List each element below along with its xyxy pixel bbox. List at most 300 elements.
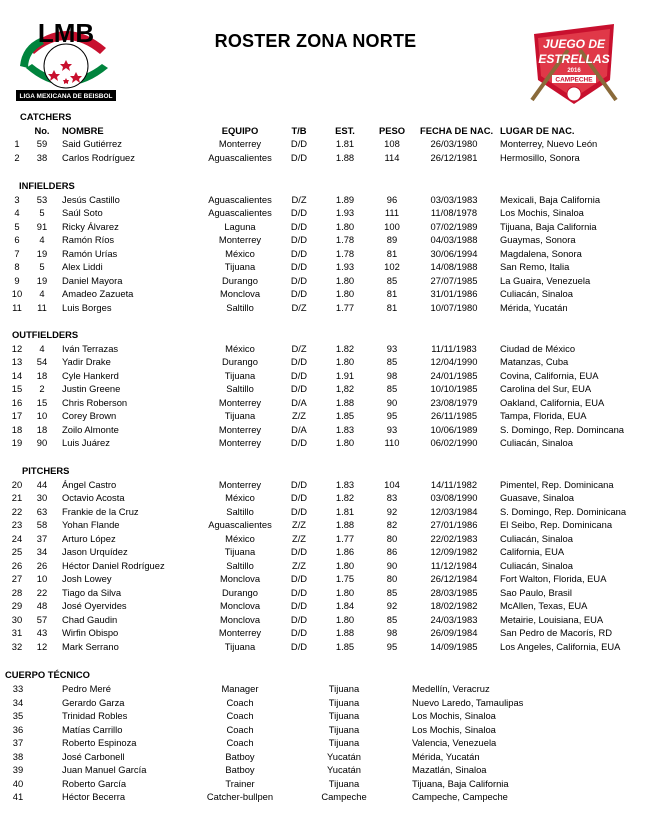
team-name: Monterrey: [218, 627, 262, 638]
staff-name: Roberto Espinoza: [62, 737, 137, 748]
jersey-number: 30: [36, 492, 48, 503]
birth-date: 14/11/1982: [430, 478, 478, 490]
row-index: 12: [11, 342, 23, 354]
staff-role: Coach: [226, 710, 254, 721]
throws-bats: D/D: [290, 546, 308, 557]
staff-name: Héctor Becerra: [62, 791, 126, 802]
birth-date: 26/03/1980: [430, 138, 478, 149]
birth-date: 28/03/1985: [430, 586, 478, 598]
weight: 111: [384, 207, 400, 218]
section-title: OUTFIELDERS: [12, 329, 79, 340]
birth-place: Campeche, Campeche: [412, 791, 508, 802]
height: 1.85: [335, 640, 355, 652]
birth-place: Los Angeles, California, EUA: [500, 640, 621, 652]
row-index: 26: [11, 559, 23, 571]
birth-date: 12/04/1990: [430, 356, 478, 367]
jersey-number: 26: [36, 559, 48, 571]
player-name: Corey Brown: [62, 410, 117, 421]
team-name: Monclova: [219, 600, 261, 611]
row-index: 3: [14, 193, 20, 205]
table-row: [0, 505, 645, 518]
height: 1.80: [335, 288, 355, 299]
row-index: 16: [11, 396, 23, 408]
throws-bats: D/D: [290, 586, 308, 598]
row-index: 2: [14, 151, 20, 163]
weight: 90: [386, 396, 398, 408]
jersey-number: 59: [36, 138, 48, 149]
staff-row: [0, 723, 645, 736]
table-row: [0, 151, 645, 164]
jersey-number: 22: [36, 586, 48, 598]
weight: 93: [386, 423, 398, 435]
row-index: 8: [14, 261, 20, 272]
throws-bats: D/D: [290, 247, 308, 259]
throws-bats: D/D: [290, 505, 308, 517]
player-name: Yohan Flande: [62, 519, 120, 530]
throws-bats: D/D: [290, 437, 308, 448]
weight: 95: [386, 410, 398, 421]
birth-place: Carolina del Sur, EUA: [500, 383, 592, 394]
table-row: [0, 355, 645, 368]
weight: 96: [386, 193, 398, 205]
birth-place: Fort Walton, Florida, EUA: [500, 573, 607, 584]
player-name: Yadir Drake: [62, 356, 111, 367]
team-name: México: [225, 532, 255, 544]
row-index: 32: [11, 640, 23, 652]
jersey-number: 4: [39, 234, 45, 245]
row-index: 37: [12, 737, 24, 748]
row-index: 31: [11, 627, 23, 638]
height: 1,82: [335, 383, 355, 394]
team-name: México: [225, 492, 255, 503]
height: 1.84: [335, 600, 355, 611]
row-index: 33: [12, 683, 24, 694]
all-star-game-logo: [528, 20, 620, 108]
birth-place: Los Mochis, Sinaloa: [412, 710, 496, 721]
birth-place: Culiacán, Sinaloa: [500, 288, 573, 299]
team-name: Durango: [222, 274, 258, 286]
jersey-number: 63: [36, 505, 48, 517]
birth-date: 27/07/1985: [430, 274, 478, 286]
player-name: Zoilo Almonte: [62, 423, 119, 435]
throws-bats: D/D: [290, 288, 308, 299]
staff-name: Pedro Meré: [62, 683, 111, 694]
throws-bats: D/D: [290, 369, 308, 381]
weight: 114: [384, 151, 400, 163]
row-index: 30: [11, 613, 23, 625]
row-index: 39: [12, 764, 24, 775]
table-row: [0, 586, 645, 599]
throws-bats: D/Z: [291, 301, 307, 313]
birth-place: Tijuana, Baja California: [500, 220, 597, 232]
column-header-peso: PESO: [378, 124, 406, 136]
staff-row: [0, 736, 645, 749]
birth-place: McAllen, Texas, EUA: [500, 600, 588, 611]
row-index: 19: [11, 437, 23, 448]
birth-place: Tampa, Florida, EUA: [500, 410, 587, 421]
row-index: 29: [11, 600, 23, 611]
weight: 83: [386, 492, 398, 503]
table-row: [0, 396, 645, 409]
staff-role: Manager: [221, 683, 259, 694]
birth-date: 24/03/1983: [430, 613, 478, 625]
table-row: [0, 301, 645, 314]
birth-date: 10/10/1985: [430, 383, 478, 394]
staff-row: [0, 763, 645, 776]
birth-place: Los Mochis, Sinaloa: [500, 207, 584, 218]
throws-bats: D/D: [290, 478, 308, 490]
weight: 85: [386, 274, 398, 286]
player-name: Said Gutiérrez: [62, 138, 122, 149]
table-row: [0, 559, 645, 572]
height: 1.93: [335, 207, 355, 218]
birth-date: 14/08/1988: [430, 261, 478, 272]
team-name: México: [225, 247, 255, 259]
table-row: [0, 409, 645, 422]
all-star-line-2: ESTRELLAS: [538, 52, 610, 66]
weight: 81: [386, 247, 398, 259]
player-name: Frankie de la Cruz: [62, 505, 139, 517]
staff-name: Roberto García: [62, 777, 127, 789]
jersey-number: 18: [36, 423, 48, 435]
all-star-line-1: JUEGO DE: [542, 37, 606, 51]
team-name: Monclova: [219, 573, 261, 584]
section-title: CUERPO TÉCNICO: [5, 669, 90, 680]
column-header-name: NOMBRE: [62, 124, 104, 136]
jersey-number: 2: [39, 383, 45, 394]
height: 1.91: [335, 369, 355, 381]
section-title: PITCHERS: [22, 465, 70, 476]
row-index: 27: [11, 573, 23, 584]
team-name: Aguascalientes: [208, 207, 272, 218]
staff-team-city: Tijuana: [328, 737, 360, 748]
jersey-number: 91: [36, 220, 48, 232]
table-row: [0, 287, 645, 300]
row-index: 18: [11, 423, 23, 435]
player-name: Jesús Castillo: [62, 193, 120, 205]
jersey-number: 19: [36, 247, 48, 259]
row-index: 7: [14, 247, 20, 259]
birth-place: Medellín, Veracruz: [412, 683, 490, 694]
throws-bats: D/Z: [291, 193, 307, 205]
height: 1.85: [335, 410, 355, 421]
weight: 102: [384, 261, 400, 272]
height: 1.80: [335, 274, 355, 286]
birth-date: 30/06/1994: [430, 247, 478, 259]
player-name: Josh Lowey: [62, 573, 112, 584]
staff-team-city: Tijuana: [328, 777, 360, 789]
table-row: [0, 640, 645, 653]
table-row: [0, 193, 645, 206]
throws-bats: D/D: [290, 492, 308, 503]
table-row: [0, 233, 645, 246]
height: 1.80: [335, 586, 355, 598]
player-name: Chad Gaudin: [62, 613, 118, 625]
staff-role: Coach: [226, 723, 254, 735]
table-row: [0, 491, 645, 504]
player-name: Carlos Rodríguez: [62, 151, 135, 163]
weight: 81: [386, 288, 398, 299]
birth-place: Metairie, Louisiana, EUA: [500, 613, 604, 625]
lmb-logo-caption: LIGA MEXICANA DE BEISBOL: [19, 93, 113, 100]
throws-bats: D/D: [290, 356, 308, 367]
weight: 108: [384, 138, 400, 149]
team-name: Tijuana: [224, 369, 256, 381]
staff-row: [0, 750, 645, 763]
height: 1.78: [335, 247, 355, 259]
staff-team-city: Campeche: [321, 791, 367, 802]
height: 1.93: [335, 261, 355, 272]
jersey-number: 19: [36, 274, 48, 286]
column-header-no: No.: [34, 124, 50, 136]
player-name: Luis Juárez: [62, 437, 110, 448]
staff-role: Batboy: [225, 750, 255, 762]
staff-team-city: Tijuana: [328, 710, 360, 721]
weight: 85: [386, 383, 398, 394]
jersey-number: 5: [39, 261, 45, 272]
weight: 89: [386, 234, 398, 245]
row-index: 34: [12, 696, 24, 708]
weight: 98: [386, 627, 398, 638]
row-index: 5: [14, 220, 20, 232]
birth-place: San Pedro de Macorís, RD: [500, 627, 613, 638]
birth-place: California, EUA: [500, 546, 565, 557]
birth-place: Guaymas, Sonora: [500, 234, 576, 245]
birth-date: 04/03/1988: [430, 234, 478, 245]
lmb-logo-letters: LMB: [37, 18, 95, 48]
height: 1.86: [335, 546, 355, 557]
birth-place: Monterrey, Nuevo León: [500, 138, 598, 149]
staff-row: [0, 777, 645, 790]
row-index: 25: [11, 546, 23, 557]
birth-date: 07/02/1989: [430, 220, 478, 232]
staff-name: Trinidad Robles: [62, 710, 128, 721]
birth-place: Mérida, Yucatán: [412, 750, 480, 762]
birth-place: Guasave, Sinaloa: [500, 492, 575, 503]
jersey-number: 5: [39, 207, 45, 218]
staff-row: [0, 696, 645, 709]
weight: 93: [386, 342, 398, 354]
height: 1.80: [335, 220, 355, 232]
table-row: [0, 382, 645, 395]
birth-date: 14/09/1985: [430, 640, 478, 652]
jersey-number: 37: [36, 532, 48, 544]
height: 1.80: [335, 356, 355, 367]
birth-place: Mérida, Yucatán: [500, 301, 568, 313]
table-row: [0, 137, 645, 150]
jersey-number: 58: [36, 519, 48, 530]
row-index: 24: [11, 532, 23, 544]
weight: 92: [386, 600, 398, 611]
staff-role: Batboy: [225, 764, 255, 775]
height: 1.77: [335, 301, 355, 313]
player-name: Ángel Castro: [62, 478, 117, 490]
weight: 95: [386, 640, 398, 652]
staff-row: [0, 709, 645, 722]
row-index: 20: [11, 478, 23, 490]
lmb-logo: [10, 8, 122, 110]
table-row: [0, 599, 645, 612]
throws-bats: D/D: [290, 220, 308, 232]
staff-role: Coach: [226, 737, 254, 748]
jersey-number: 57: [36, 613, 48, 625]
table-row: [0, 613, 645, 626]
jersey-number: 11: [37, 301, 47, 313]
staff-team-city: Tijuana: [328, 683, 360, 694]
team-name: Durango: [222, 586, 258, 598]
birth-date: 22/02/1983: [430, 532, 478, 544]
player-name: Amadeo Zazueta: [62, 288, 134, 299]
weight: 82: [386, 519, 398, 530]
player-name: Alex Liddi: [62, 261, 103, 272]
birth-place: Ciudad de México: [500, 342, 576, 354]
all-star-city: CAMPECHE: [555, 76, 593, 84]
team-name: Tijuana: [224, 261, 256, 272]
staff-name: Juan Manuel García: [62, 764, 147, 775]
weight: 85: [386, 613, 398, 625]
throws-bats: D/D: [290, 383, 308, 394]
player-name: Octavio Acosta: [62, 492, 125, 503]
height: 1.77: [335, 532, 355, 544]
weight: 80: [386, 532, 398, 544]
throws-bats: Z/Z: [291, 519, 307, 530]
player-name: José Oyervides: [62, 600, 127, 611]
birth-place: Oakland, California, EUA: [500, 396, 605, 408]
column-header-place: LUGAR DE NAC.: [500, 124, 575, 136]
height: 1.83: [335, 478, 355, 490]
throws-bats: D/D: [290, 600, 308, 611]
weight: 104: [384, 478, 400, 490]
jersey-number: 54: [36, 356, 48, 367]
player-name: Ramón Urías: [62, 247, 118, 259]
height: 1.88: [335, 627, 355, 638]
row-index: 14: [11, 369, 23, 381]
birth-place: Mazatlán, Sinaloa: [412, 764, 487, 775]
birth-date: 11/08/1978: [430, 207, 478, 218]
weight: 80: [386, 573, 398, 584]
jersey-number: 12: [36, 640, 48, 652]
height: 1.88: [335, 519, 355, 530]
weight: 98: [386, 369, 398, 381]
player-name: Ricky Álvarez: [62, 220, 119, 232]
team-name: Aguascalientes: [208, 193, 272, 205]
throws-bats: D/D: [290, 151, 308, 163]
player-name: Iván Terrazas: [62, 342, 119, 354]
height: 1.82: [335, 492, 355, 503]
table-row: [0, 260, 645, 273]
team-name: Tijuana: [224, 546, 256, 557]
team-name: Laguna: [224, 220, 256, 232]
height: 1.80: [335, 613, 355, 625]
birth-place: Mexicali, Baja California: [500, 193, 601, 205]
height: 1.88: [335, 396, 355, 408]
jersey-number: 44: [36, 478, 48, 490]
birth-place: Culiacán, Sinaloa: [500, 559, 573, 571]
table-row: [0, 532, 645, 545]
height: 1.80: [335, 559, 355, 571]
jersey-number: 18: [36, 369, 48, 381]
jersey-number: 43: [36, 627, 48, 638]
team-name: Durango: [222, 356, 258, 367]
player-name: Tiago da Silva: [62, 586, 122, 598]
height: 1.75: [335, 573, 355, 584]
table-row: [0, 206, 645, 219]
player-name: Ramón Ríos: [62, 234, 115, 245]
throws-bats: D/D: [290, 573, 308, 584]
player-name: Cyle Hankerd: [62, 369, 119, 381]
row-index: 6: [14, 234, 20, 245]
birth-place: San Remo, Italia: [500, 261, 570, 272]
staff-name: Gerardo Garza: [62, 696, 125, 708]
weight: 90: [386, 559, 398, 571]
birth-date: 12/03/1984: [430, 505, 478, 517]
throws-bats: D/D: [290, 613, 308, 625]
table-row: [0, 220, 645, 233]
birth-date: 11/12/1984: [430, 559, 478, 571]
row-index: 35: [12, 710, 24, 721]
staff-name: Matías Carrillo: [62, 723, 123, 735]
player-name: Mark Serrano: [62, 640, 119, 652]
row-index: 22: [11, 505, 23, 517]
birth-place: Pimentel, Rep. Dominicana: [500, 478, 614, 490]
table-row: [0, 478, 645, 491]
table-row: [0, 342, 645, 355]
table-row: [0, 626, 645, 639]
birth-date: 24/01/1985: [430, 369, 478, 381]
table-row: [0, 247, 645, 260]
row-index: 11: [12, 301, 22, 313]
weight: 110: [384, 437, 400, 448]
row-index: 4: [14, 207, 20, 218]
team-name: Monterrey: [218, 138, 262, 149]
table-row: [0, 369, 645, 382]
jersey-number: 34: [36, 546, 48, 557]
height: 1.81: [335, 505, 355, 517]
throws-bats: D/D: [290, 627, 308, 638]
throws-bats: D/A: [291, 396, 307, 408]
throws-bats: D/D: [290, 261, 308, 272]
staff-name: José Carbonell: [62, 750, 125, 762]
section-title: INFIELDERS: [19, 180, 75, 191]
throws-bats: D/A: [291, 423, 307, 435]
birth-place: Matanzas, Cuba: [500, 356, 569, 367]
birth-place: Hermosillo, Sonora: [500, 151, 580, 163]
staff-role: Catcher-bullpen: [206, 791, 274, 802]
row-index: 23: [11, 519, 23, 530]
all-star-year: 2016: [567, 68, 581, 74]
birth-date: 27/01/1986: [430, 519, 478, 530]
staff-role: Trainer: [225, 777, 255, 789]
birth-place: S. Domingo, Rep. Dominicana: [500, 505, 627, 517]
player-name: Chris Roberson: [62, 396, 128, 408]
player-name: Héctor Daniel Rodríguez: [62, 559, 165, 571]
staff-role: Coach: [226, 696, 254, 708]
jersey-number: 4: [39, 342, 45, 354]
player-name: Daniel Mayora: [62, 274, 123, 286]
birth-place: Covina, California, EUA: [500, 369, 599, 381]
birth-date: 26/12/1981: [430, 151, 478, 163]
table-row: [0, 572, 645, 585]
team-name: Monclova: [219, 613, 261, 625]
team-name: Tijuana: [224, 640, 256, 652]
team-name: México: [225, 342, 255, 354]
birth-place: Los Mochis, Sinaloa: [412, 723, 496, 735]
team-name: Saltillo: [226, 301, 254, 313]
column-header-date: FECHA DE NAC.: [420, 124, 494, 136]
birth-date: 18/02/1982: [430, 600, 478, 611]
player-name: Saúl Soto: [62, 207, 103, 218]
team-name: Saltillo: [226, 559, 254, 571]
